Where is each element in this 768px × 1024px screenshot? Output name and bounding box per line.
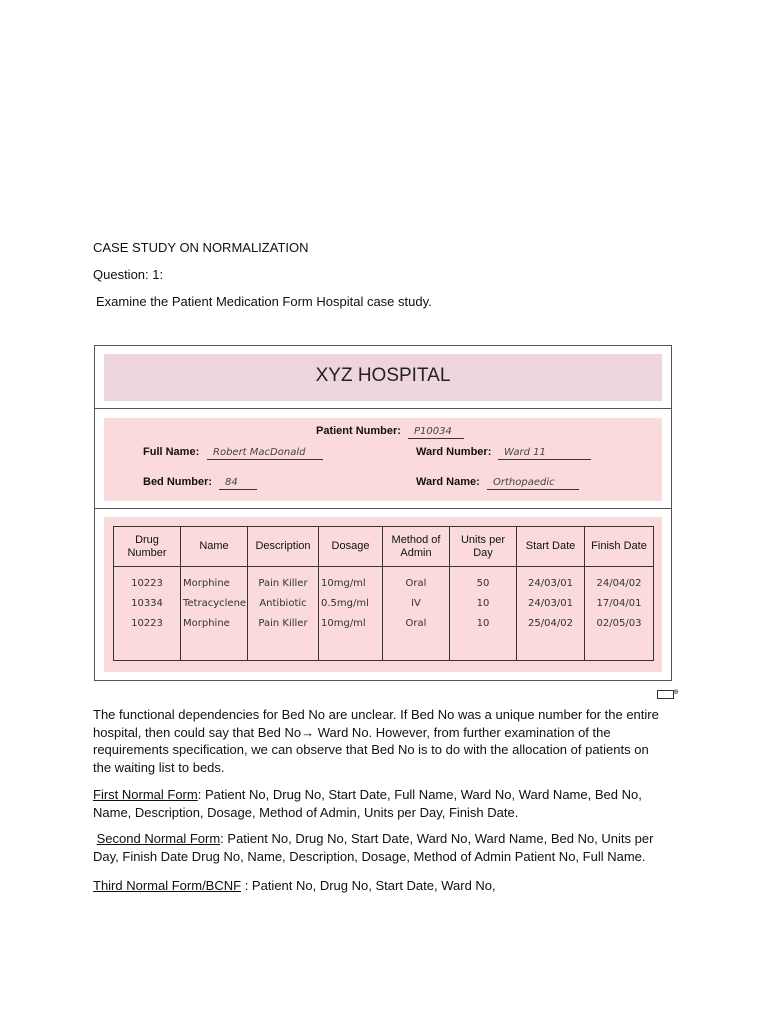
medication-table [113, 526, 654, 661]
third-normal-form-text: : Patient No, Drug No, Start Date, Ward No, [241, 878, 496, 893]
third-normal-form-label: Third Normal Form/BCNF [93, 878, 242, 893]
bed-number-value: 84 [219, 477, 257, 490]
second-normal-form-paragraph [93, 830, 668, 865]
anchor-mark-icon: ⊕ [673, 689, 679, 696]
patient-info-band [95, 409, 671, 509]
table-cell: 10mg/ml [319, 567, 383, 594]
table-cell: 10 [450, 613, 517, 633]
comment-anchor-box[interactable] [657, 690, 674, 699]
patient-number-label: Patient Number: [316, 425, 401, 437]
table-cell: 24/03/01 [517, 593, 585, 613]
table-cell: Oral [383, 613, 450, 633]
patient-number-value: P10034 [408, 426, 464, 439]
column-header: Method of Admin [383, 527, 450, 567]
table-cell: 10223 [114, 567, 181, 594]
first-normal-form-text: : Patient No, Drug No, Start Date, Full Name, Ward No, Ward Name, Bed No, Name, Description, Dosage, Method of Admin, Units per Day, Finish Date. [93, 787, 642, 820]
ward-name-value: Orthopaedic [487, 477, 579, 490]
question-instruction: Examine the Patient Medication Form Hospital case study. [96, 294, 432, 309]
medication-table-panel [104, 517, 662, 672]
full-name-label: Full Name: [143, 446, 200, 458]
patient-info-panel [104, 418, 662, 501]
table-cell: 17/04/01 [585, 593, 654, 613]
ward-name-label: Ward Name: [416, 476, 480, 488]
table-cell: 10 [450, 593, 517, 613]
full-name-value: Robert MacDonald [207, 447, 323, 460]
table-cell: Oral [383, 567, 450, 594]
table-cell: 10334 [114, 593, 181, 613]
column-header: Drug Number [114, 527, 181, 567]
first-normal-form-paragraph [93, 786, 668, 821]
ward-number-label: Ward Number: [416, 446, 492, 458]
column-header: Units per Day [450, 527, 517, 567]
hospital-name: XYZ HOSPITAL [315, 365, 451, 386]
question-number: Question: 1: [93, 267, 164, 282]
second-normal-form-text: : Patient No, Drug No, Start Date, Ward No, Ward Name, Bed No, Units per Day, Finish Date Drug No, Name, Description, Dosage, Method of Admin Patient No, Full Name. [93, 831, 654, 864]
table-cell: Antibiotic [248, 593, 319, 613]
column-header: Start Date [517, 527, 585, 567]
table-cell: Tetracyclene [181, 593, 248, 613]
table-cell: Morphine [181, 567, 248, 594]
patient-medication-form-image [94, 345, 672, 681]
column-header: Finish Date [585, 527, 654, 567]
table-cell: 25/04/02 [517, 613, 585, 633]
table-cell: IV [383, 593, 450, 613]
bed-number-label: Bed Number: [143, 476, 213, 488]
table-empty-row [114, 633, 654, 661]
medication-table-band [95, 509, 671, 681]
second-normal-form-label: Second Normal Form [96, 831, 221, 846]
table-cell: 24/03/01 [517, 567, 585, 594]
table-cell: 50 [450, 567, 517, 594]
table-row [114, 593, 654, 613]
column-header: Dosage [319, 527, 383, 567]
column-header: Description [248, 527, 319, 567]
table-row [114, 567, 654, 594]
form-header-band [95, 346, 671, 409]
ward-number-value: Ward 11 [498, 447, 591, 460]
table-cell: 02/05/03 [585, 613, 654, 633]
functional-dependency-paragraph: The functional dependencies for Bed No are unclear. If Bed No was a unique number for the entire hospital, then could say that Bed No→ Ward No. However, from further examination of the requirements specification, we can observe that Bed No is to do with the allocation of patients on the waiting list to beds. [93, 707, 659, 775]
first-normal-form-label: First Normal Form [93, 787, 198, 802]
table-cell: 0.5mg/ml [319, 593, 383, 613]
table-cell: 10mg/ml [319, 613, 383, 633]
table-cell: Pain Killer [248, 567, 319, 594]
table-row [114, 613, 654, 633]
table-cell: Pain Killer [248, 613, 319, 633]
table-cell: 24/04/02 [585, 567, 654, 594]
form-header-panel [104, 354, 662, 401]
third-normal-form-paragraph [93, 877, 668, 895]
table-cell: 10223 [114, 613, 181, 633]
table-header-row [114, 527, 654, 567]
column-header: Name [181, 527, 248, 567]
table-cell: Morphine [181, 613, 248, 633]
document-title: CASE STUDY ON NORMALIZATION [93, 240, 309, 255]
